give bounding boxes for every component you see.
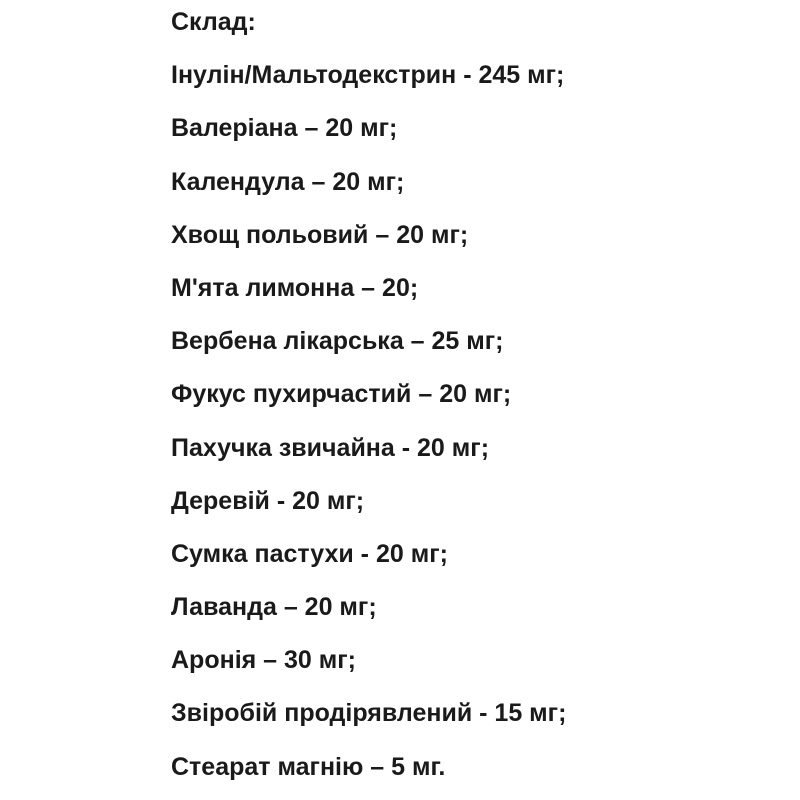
ingredient-magnesium-stearate: Стеарат магнію – 5 мг. [171,752,446,781]
ingredient-valerian: Валеріана – 20 мг; [171,114,398,143]
ingredient-calendula: Календула – 20 мг; [171,167,405,196]
ingredient-verbena: Вербена лікарська – 25 мг; [171,327,504,356]
ingredient-aronia: Аронія – 30 мг; [171,646,357,675]
composition-heading: Склад: [171,8,256,36]
ingredient-horsetail: Хвощ польовий – 20 мг; [171,220,469,249]
composition-list [171,4,566,800]
ingredient-lavender: Лаванда – 20 мг; [171,593,377,622]
ingredient-st-johns-wort: Звіробій продірявлений - 15 мг; [171,699,567,728]
ingredient-shepherds-purse: Сумка пастухи - 20 мг; [171,539,448,568]
ingredient-lemon-balm: М'ята лимонна – 20; [171,273,419,302]
ingredient-fucus: Фукус пухирчастий – 20 мг; [171,380,512,409]
ingredient-yarrow: Деревій - 20 мг; [171,486,365,515]
ingredient-inulin: Інулін/Мальтодекстрин - 245 мг; [171,61,565,90]
ingredient-sweet-woodruff: Пахучка звичайна - 20 мг; [171,433,490,462]
